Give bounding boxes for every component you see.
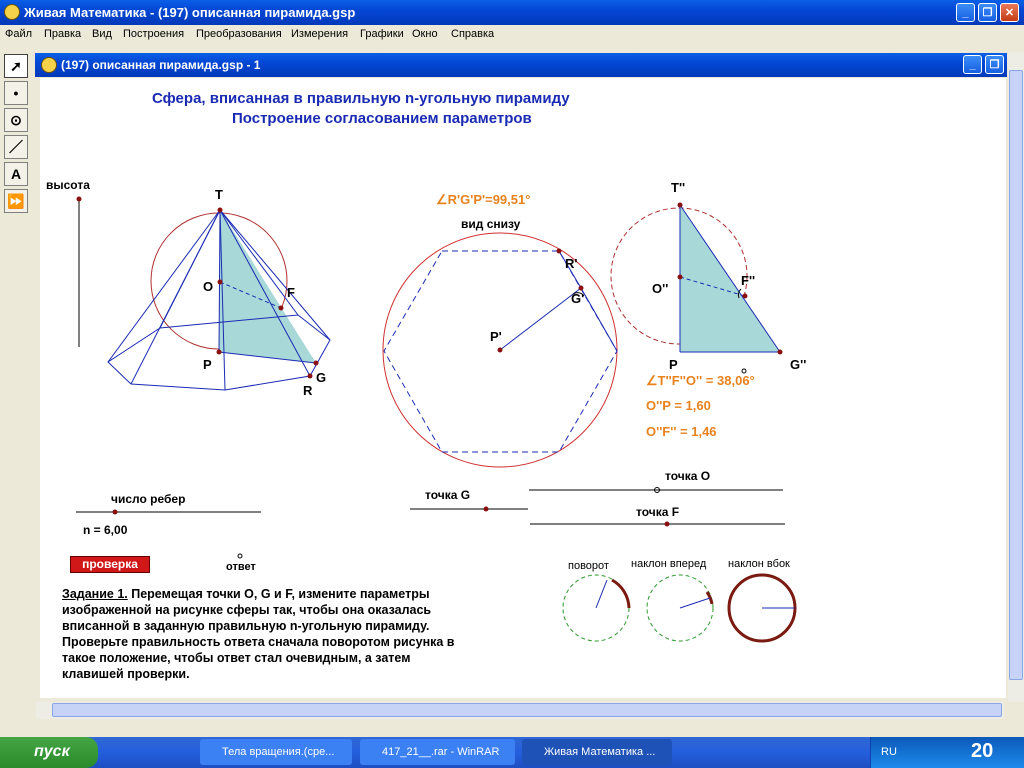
check-button[interactable]: проверка — [70, 556, 150, 573]
system-tray — [870, 737, 1024, 768]
compass-tool[interactable]: ⊙ — [4, 108, 28, 132]
task-text — [62, 586, 472, 682]
doc-minimize-button[interactable]: _ — [963, 55, 982, 74]
language-indicator[interactable]: RU — [881, 746, 897, 758]
point-O-dprime: O'' — [652, 281, 669, 296]
point-P: P — [203, 357, 212, 372]
start-button[interactable] — [0, 737, 98, 768]
point-o-slider-label: точка О — [665, 469, 711, 483]
task-button-3[interactable]: Живая Математика ... — [522, 739, 672, 765]
point-G-prime: G' — [571, 291, 585, 306]
point-R: R — [303, 383, 313, 398]
horizontal-scrollbar[interactable] — [36, 702, 1004, 719]
menu-view[interactable]: Вид — [92, 28, 112, 40]
point-P-side: P — [669, 357, 678, 372]
point-F: F — [287, 285, 295, 300]
point-g-slider-label: точка G — [425, 488, 471, 502]
tilt-side-label: наклон вбок — [728, 558, 790, 570]
point-T-dprime: T'' — [671, 180, 686, 195]
menu-measure[interactable]: Измерения — [291, 28, 349, 40]
window-title: Живая Математика - (197) описанная пирамида.gsp — [24, 5, 356, 20]
vertical-scrollbar[interactable] — [1008, 52, 1024, 702]
angle-rgp-measure: ∠R'G'P'=99,51° — [436, 192, 531, 207]
edges-slider-handle — [113, 510, 118, 515]
height-slider-handle — [77, 197, 82, 202]
custom-tool[interactable]: ⏩ — [4, 189, 28, 213]
g-slider-handle — [484, 507, 489, 512]
menu-file[interactable]: Файл — [5, 28, 33, 40]
task-button-2[interactable]: 417_21__.rar - WinRAR — [360, 739, 515, 765]
n-value: n = 6,00 — [83, 523, 128, 537]
menu-graph[interactable]: Графики — [360, 28, 404, 40]
menu-transform[interactable]: Преобразования — [196, 28, 282, 40]
bottom-view-label: вид снизу — [461, 217, 521, 231]
point-R-prime: R' — [565, 256, 578, 271]
minimize-button[interactable]: _ — [956, 3, 975, 22]
answer-label: ответ — [226, 561, 256, 573]
menu-construct[interactable]: Построения — [123, 28, 185, 40]
edges-label: число ребер — [111, 492, 186, 506]
point-O: O — [203, 279, 214, 294]
point-f-slider-label: точка F — [636, 505, 680, 519]
height-label: высота — [46, 178, 90, 192]
heading-line1: Сфера, вписанная в правильную n-угольную пирамиду — [152, 90, 570, 107]
point-P-prime: P' — [490, 329, 502, 344]
pyramid-edges — [108, 210, 330, 390]
vertical-scroll-thumb[interactable] — [1009, 70, 1023, 680]
line-tool[interactable]: ／ — [4, 135, 28, 159]
menu-window[interactable]: Окно — [412, 28, 438, 40]
start-label: пуск — [34, 743, 70, 760]
arrow-tool[interactable]: ➚ — [4, 54, 28, 78]
of-measure: O''F'' = 1,46 — [646, 424, 717, 439]
clock: 20 — [971, 740, 994, 762]
menu-edit[interactable]: Правка — [44, 28, 82, 40]
task-button-1[interactable]: Тела вращения.(сре... — [200, 739, 352, 765]
heading-line2: Построение согласованием параметров — [232, 110, 532, 127]
point-G-dprime: G'' — [790, 357, 807, 372]
horizontal-scroll-thumb[interactable] — [52, 703, 1002, 717]
menu-help[interactable]: Справка — [451, 28, 495, 40]
close-button[interactable]: ✕ — [1000, 3, 1019, 22]
text-tool[interactable]: A — [4, 162, 28, 186]
document-title: (197) описанная пирамида.gsp - 1 — [61, 58, 261, 72]
f-slider-handle — [665, 522, 670, 527]
answer-point — [238, 554, 242, 558]
point-T: T — [215, 187, 223, 202]
point-tool[interactable]: • — [4, 81, 28, 105]
angle-tfo-measure: ∠T''F''O'' = 38,06° — [646, 373, 755, 388]
point-G: G — [316, 370, 327, 385]
point-F-dprime: F'' — [741, 273, 756, 288]
op-measure: O''P = 1,60 — [646, 398, 711, 413]
tilt-forward-label: наклон вперед — [631, 558, 707, 570]
rotate-label: поворот — [568, 560, 609, 572]
maximize-button[interactable]: ❐ — [978, 3, 997, 22]
doc-maximize-button[interactable]: ❐ — [985, 55, 1004, 74]
task-title: Задание 1. — [62, 587, 128, 601]
task-body: Перемещая точки O, G и F, измените параметры изображенной на рисунке сферы так, чтобы она оказалась вписанной в заданную правильную n-угольную пирамиду. Проверьте правильность ответа сначала поворотом рисунка в такое положение, чтобы ответ стал очевидным, а затем клавишей проверки. — [62, 587, 455, 681]
